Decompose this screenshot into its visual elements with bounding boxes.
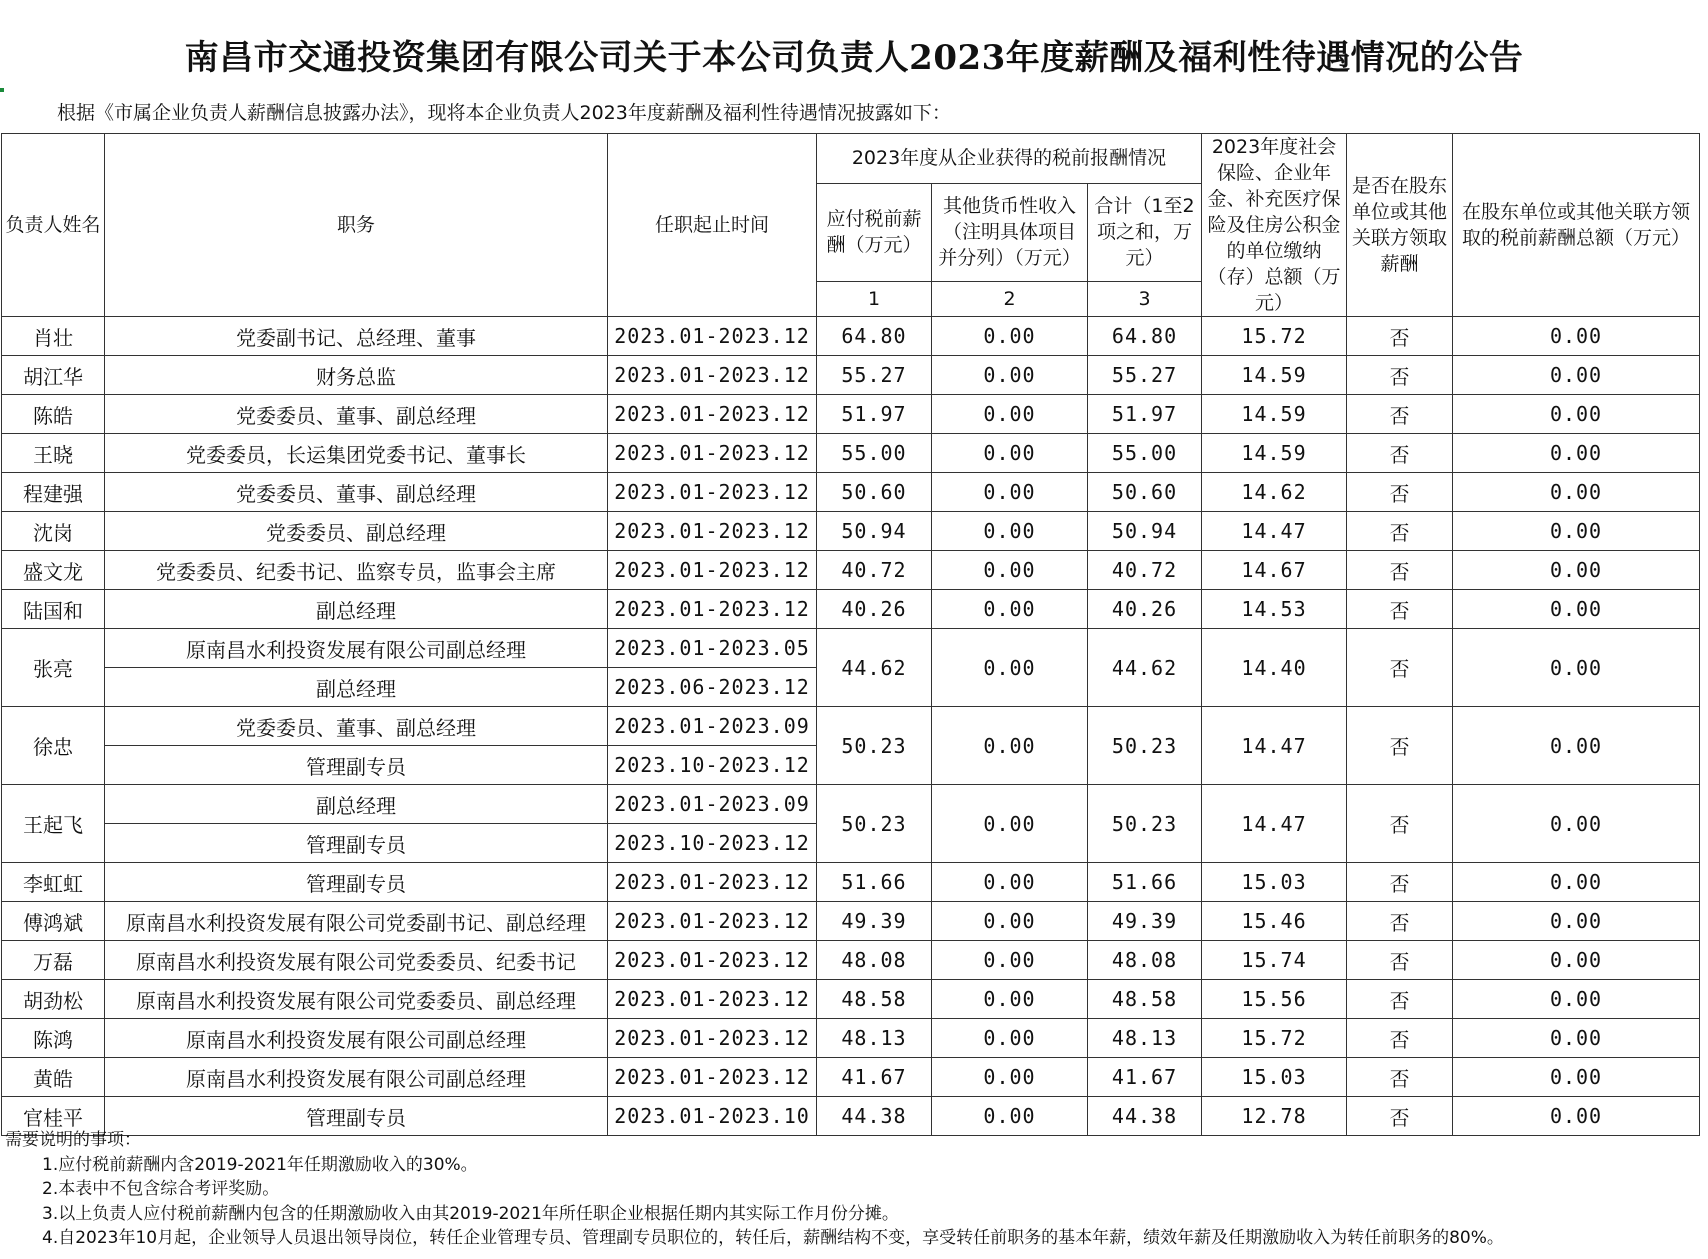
person-name: 徐忠 [2, 707, 105, 785]
total-cell: 40.26 [1088, 590, 1202, 629]
header-post: 职务 [105, 134, 608, 317]
table-row [2, 317, 1700, 356]
other-income-cell: 0.00 [932, 863, 1088, 902]
post-cell: 党委委员、董事、副总经理 [105, 395, 608, 434]
header-other-income: 其他货币性收入（注明具体项目并分列）（万元） [932, 183, 1088, 281]
salary-cell: 50.94 [817, 512, 932, 551]
other-income-cell: 0.00 [932, 551, 1088, 590]
post-cell: 副总经理 [105, 590, 608, 629]
person-name: 黄皓 [2, 1058, 105, 1097]
other-income-cell: 0.00 [932, 785, 1088, 863]
table-row [2, 1019, 1700, 1058]
shareholder-amount-cell: 0.00 [1453, 863, 1700, 902]
table-row [2, 902, 1700, 941]
post-cell: 副总经理 [105, 668, 608, 707]
social-insurance-cell: 14.47 [1202, 512, 1347, 551]
total-cell: 64.80 [1088, 317, 1202, 356]
total-cell: 44.62 [1088, 629, 1202, 707]
other-income-cell: 0.00 [932, 434, 1088, 473]
social-insurance-cell: 12.78 [1202, 1097, 1347, 1136]
term-cell: 2023.01-2023.12 [608, 356, 817, 395]
post-cell: 原南昌水利投资发展有限公司党委副书记、副总经理 [105, 902, 608, 941]
shareholder-amount-cell: 0.00 [1453, 473, 1700, 512]
post-cell: 管理副专员 [105, 863, 608, 902]
salary-cell: 50.23 [817, 707, 932, 785]
post-cell: 党委委员、董事、副总经理 [105, 707, 608, 746]
social-insurance-cell: 15.46 [1202, 902, 1347, 941]
other-income-cell: 0.00 [932, 707, 1088, 785]
header-shareholder-amount: 在股东单位或其他关联方领取的税前薪酬总额（万元） [1453, 134, 1700, 317]
term-cell: 2023.01-2023.12 [608, 902, 817, 941]
total-cell: 51.66 [1088, 863, 1202, 902]
shareholder-amount-cell: 0.00 [1453, 356, 1700, 395]
header-social-insurance: 2023年度社会保险、企业年金、补充医疗保险及住房公积金的单位缴纳（存）总额（万元） [1202, 134, 1347, 317]
table-row [2, 434, 1700, 473]
shareholder-amount-cell: 0.00 [1453, 707, 1700, 785]
term-cell: 2023.01-2023.10 [608, 1097, 817, 1136]
compensation-table [1, 133, 1700, 1136]
other-income-cell: 0.00 [932, 512, 1088, 551]
post-cell: 管理副专员 [105, 824, 608, 863]
term-cell: 2023.01-2023.12 [608, 512, 817, 551]
total-cell: 50.23 [1088, 707, 1202, 785]
social-insurance-cell: 14.47 [1202, 785, 1347, 863]
header-col-1: 1 [817, 281, 932, 316]
table-row [2, 980, 1700, 1019]
person-name: 肖壮 [2, 317, 105, 356]
shareholder-amount-cell: 0.00 [1453, 941, 1700, 980]
shareholder-flag-cell: 否 [1347, 551, 1453, 590]
total-cell: 50.94 [1088, 512, 1202, 551]
post-cell: 原南昌水利投资发展有限公司党委委员、纪委书记 [105, 941, 608, 980]
person-name: 陈鸿 [2, 1019, 105, 1058]
table-row [2, 785, 1700, 824]
total-cell: 48.08 [1088, 941, 1202, 980]
salary-cell: 44.62 [817, 629, 932, 707]
table-row [2, 941, 1700, 980]
shareholder-flag-cell: 否 [1347, 512, 1453, 551]
salary-cell: 51.66 [817, 863, 932, 902]
salary-cell: 40.26 [817, 590, 932, 629]
shareholder-amount-cell: 0.00 [1453, 317, 1700, 356]
salary-cell: 48.58 [817, 980, 932, 1019]
shareholder-flag-cell: 否 [1347, 395, 1453, 434]
post-cell: 原南昌水利投资发展有限公司党委委员、副总经理 [105, 980, 608, 1019]
salary-cell: 40.72 [817, 551, 932, 590]
notes-heading: 需要说明的事项： [5, 1130, 141, 1150]
term-cell: 2023.01-2023.12 [608, 473, 817, 512]
shareholder-amount-cell: 0.00 [1453, 785, 1700, 863]
term-cell: 2023.01-2023.12 [608, 434, 817, 473]
post-cell: 党委委员、副总经理 [105, 512, 608, 551]
shareholder-flag-cell: 否 [1347, 980, 1453, 1019]
person-name: 程建强 [2, 473, 105, 512]
social-insurance-cell: 14.67 [1202, 551, 1347, 590]
shareholder-amount-cell: 0.00 [1453, 590, 1700, 629]
table-row [2, 629, 1700, 668]
shareholder-flag-cell: 否 [1347, 707, 1453, 785]
social-insurance-cell: 15.03 [1202, 1058, 1347, 1097]
shareholder-amount-cell: 0.00 [1453, 1097, 1700, 1136]
other-income-cell: 0.00 [932, 1058, 1088, 1097]
post-cell: 管理副专员 [105, 746, 608, 785]
header-income-group: 2023年度从企业获得的税前报酬情况 [817, 134, 1202, 184]
table-row [2, 395, 1700, 434]
term-cell: 2023.01-2023.12 [608, 1058, 817, 1097]
table-row [2, 356, 1700, 395]
shareholder-flag-cell: 否 [1347, 785, 1453, 863]
term-cell: 2023.01-2023.12 [608, 317, 817, 356]
person-name: 胡劲松 [2, 980, 105, 1019]
social-insurance-cell: 15.56 [1202, 980, 1347, 1019]
total-cell: 55.00 [1088, 434, 1202, 473]
term-cell: 2023.01-2023.12 [608, 1019, 817, 1058]
note-item: 3.以上负责人应付税前薪酬内包含的任期激励收入由其2019-2021年所任职企业根据任期内其实际工作月份分摊。 [42, 1203, 899, 1224]
other-income-cell: 0.00 [932, 317, 1088, 356]
shareholder-flag-cell: 否 [1347, 629, 1453, 707]
total-cell: 48.58 [1088, 980, 1202, 1019]
person-name: 沈岗 [2, 512, 105, 551]
social-insurance-cell: 15.72 [1202, 317, 1347, 356]
person-name: 张亮 [2, 629, 105, 707]
other-income-cell: 0.00 [932, 1097, 1088, 1136]
intro-text: 根据《市属企业负责人薪酬信息披露办法》，现将本企业负责人2023年度薪酬及福利性待遇情况披露如下： [57, 102, 951, 124]
term-cell: 2023.01-2023.09 [608, 707, 817, 746]
term-cell: 2023.01-2023.05 [608, 629, 817, 668]
shareholder-flag-cell: 否 [1347, 356, 1453, 395]
social-insurance-cell: 15.74 [1202, 941, 1347, 980]
shareholder-flag-cell: 否 [1347, 473, 1453, 512]
total-cell: 50.60 [1088, 473, 1202, 512]
shareholder-flag-cell: 否 [1347, 1097, 1453, 1136]
header-term: 任职起止时间 [608, 134, 817, 317]
header-shareholder-flag: 是否在股东单位或其他关联方领取薪酬 [1347, 134, 1453, 317]
salary-cell: 55.27 [817, 356, 932, 395]
table-row [2, 551, 1700, 590]
table-body [2, 317, 1700, 1136]
salary-cell: 48.08 [817, 941, 932, 980]
social-insurance-cell: 15.72 [1202, 1019, 1347, 1058]
person-name: 万磊 [2, 941, 105, 980]
shareholder-flag-cell: 否 [1347, 590, 1453, 629]
post-cell: 原南昌水利投资发展有限公司副总经理 [105, 629, 608, 668]
shareholder-amount-cell: 0.00 [1453, 434, 1700, 473]
social-insurance-cell: 14.40 [1202, 629, 1347, 707]
salary-cell: 49.39 [817, 902, 932, 941]
shareholder-amount-cell: 0.00 [1453, 1019, 1700, 1058]
post-cell: 党委委员、纪委书记、监察专员，监事会主席 [105, 551, 608, 590]
total-cell: 40.72 [1088, 551, 1202, 590]
table-header [2, 134, 1700, 317]
table-row [2, 512, 1700, 551]
person-name: 陈皓 [2, 395, 105, 434]
header-name: 负责人姓名 [2, 134, 105, 317]
total-cell: 48.13 [1088, 1019, 1202, 1058]
header-total: 合计（1至2项之和，万元） [1088, 183, 1202, 281]
salary-cell: 48.13 [817, 1019, 932, 1058]
person-name: 王起飞 [2, 785, 105, 863]
shareholder-amount-cell: 0.00 [1453, 395, 1700, 434]
post-cell: 财务总监 [105, 356, 608, 395]
post-cell: 党委副书记、总经理、董事 [105, 317, 608, 356]
shareholder-flag-cell: 否 [1347, 902, 1453, 941]
person-name: 王晓 [2, 434, 105, 473]
other-income-cell: 0.00 [932, 902, 1088, 941]
term-cell: 2023.01-2023.12 [608, 590, 817, 629]
term-cell: 2023.10-2023.12 [608, 824, 817, 863]
note-item: 1.应付税前薪酬内含2019-2021年任期激励收入的30%。 [42, 1154, 478, 1175]
other-income-cell: 0.00 [932, 980, 1088, 1019]
shareholder-amount-cell: 0.00 [1453, 980, 1700, 1019]
corner-mark [0, 88, 4, 92]
salary-cell: 64.80 [817, 317, 932, 356]
social-insurance-cell: 14.62 [1202, 473, 1347, 512]
total-cell: 51.97 [1088, 395, 1202, 434]
term-cell: 2023.01-2023.09 [608, 785, 817, 824]
person-name: 盛文龙 [2, 551, 105, 590]
other-income-cell: 0.00 [932, 590, 1088, 629]
term-cell: 2023.01-2023.12 [608, 551, 817, 590]
other-income-cell: 0.00 [932, 473, 1088, 512]
post-cell: 原南昌水利投资发展有限公司副总经理 [105, 1019, 608, 1058]
term-cell: 2023.10-2023.12 [608, 746, 817, 785]
social-insurance-cell: 14.59 [1202, 395, 1347, 434]
table-row [2, 590, 1700, 629]
post-cell: 党委委员，长运集团党委书记、董事长 [105, 434, 608, 473]
shareholder-flag-cell: 否 [1347, 1058, 1453, 1097]
shareholder-amount-cell: 0.00 [1453, 551, 1700, 590]
shareholder-flag-cell: 否 [1347, 434, 1453, 473]
social-insurance-cell: 14.59 [1202, 434, 1347, 473]
table-row [2, 1058, 1700, 1097]
shareholder-flag-cell: 否 [1347, 863, 1453, 902]
notes-section [5, 1128, 1504, 1251]
salary-cell: 50.23 [817, 785, 932, 863]
person-name: 傅鸿斌 [2, 902, 105, 941]
shareholder-flag-cell: 否 [1347, 1019, 1453, 1058]
term-cell: 2023.01-2023.12 [608, 980, 817, 1019]
person-name: 陆国和 [2, 590, 105, 629]
other-income-cell: 0.00 [932, 395, 1088, 434]
salary-cell: 51.97 [817, 395, 932, 434]
post-cell: 管理副专员 [105, 1097, 608, 1136]
page-title: 南昌市交通投资集团有限公司关于本公司负责人2023年度薪酬及福利性待遇情况的公告 [184, 38, 1524, 78]
salary-cell: 50.60 [817, 473, 932, 512]
term-cell: 2023.01-2023.12 [608, 941, 817, 980]
total-cell: 50.23 [1088, 785, 1202, 863]
note-item: 2.本表中不包含综合考评奖励。 [42, 1179, 280, 1199]
header-salary: 应付税前薪酬（万元） [817, 183, 932, 281]
shareholder-amount-cell: 0.00 [1453, 902, 1700, 941]
shareholder-flag-cell: 否 [1347, 941, 1453, 980]
note-item: 4.自2023年10月起，企业领导人员退出领导岗位，转任企业管理专员、管理副专员职位的，转任后，薪酬结构不变，享受转任前职务的基本年薪，绩效年薪及任期激励收入为转任前职务的80%。 [42, 1228, 1504, 1248]
other-income-cell: 0.00 [932, 629, 1088, 707]
person-name: 官桂平 [2, 1097, 105, 1136]
total-cell: 49.39 [1088, 902, 1202, 941]
shareholder-amount-cell: 0.00 [1453, 629, 1700, 707]
table-row [2, 863, 1700, 902]
table-row [2, 707, 1700, 746]
post-cell: 副总经理 [105, 785, 608, 824]
header-col-2: 2 [932, 281, 1088, 316]
total-cell: 55.27 [1088, 356, 1202, 395]
other-income-cell: 0.00 [932, 356, 1088, 395]
shareholder-amount-cell: 0.00 [1453, 512, 1700, 551]
social-insurance-cell: 15.03 [1202, 863, 1347, 902]
other-income-cell: 0.00 [932, 941, 1088, 980]
salary-cell: 44.38 [817, 1097, 932, 1136]
post-cell: 党委委员、董事、副总经理 [105, 473, 608, 512]
table-row [2, 473, 1700, 512]
term-cell: 2023.01-2023.12 [608, 395, 817, 434]
shareholder-amount-cell: 0.00 [1453, 1058, 1700, 1097]
social-insurance-cell: 14.47 [1202, 707, 1347, 785]
total-cell: 41.67 [1088, 1058, 1202, 1097]
social-insurance-cell: 14.59 [1202, 356, 1347, 395]
total-cell: 44.38 [1088, 1097, 1202, 1136]
salary-cell: 41.67 [817, 1058, 932, 1097]
other-income-cell: 0.00 [932, 1019, 1088, 1058]
person-name: 胡江华 [2, 356, 105, 395]
shareholder-flag-cell: 否 [1347, 317, 1453, 356]
social-insurance-cell: 14.53 [1202, 590, 1347, 629]
term-cell: 2023.06-2023.12 [608, 668, 817, 707]
header-col-3: 3 [1088, 281, 1202, 316]
term-cell: 2023.01-2023.12 [608, 863, 817, 902]
salary-cell: 55.00 [817, 434, 932, 473]
person-name: 李虹虹 [2, 863, 105, 902]
post-cell: 原南昌水利投资发展有限公司副总经理 [105, 1058, 608, 1097]
